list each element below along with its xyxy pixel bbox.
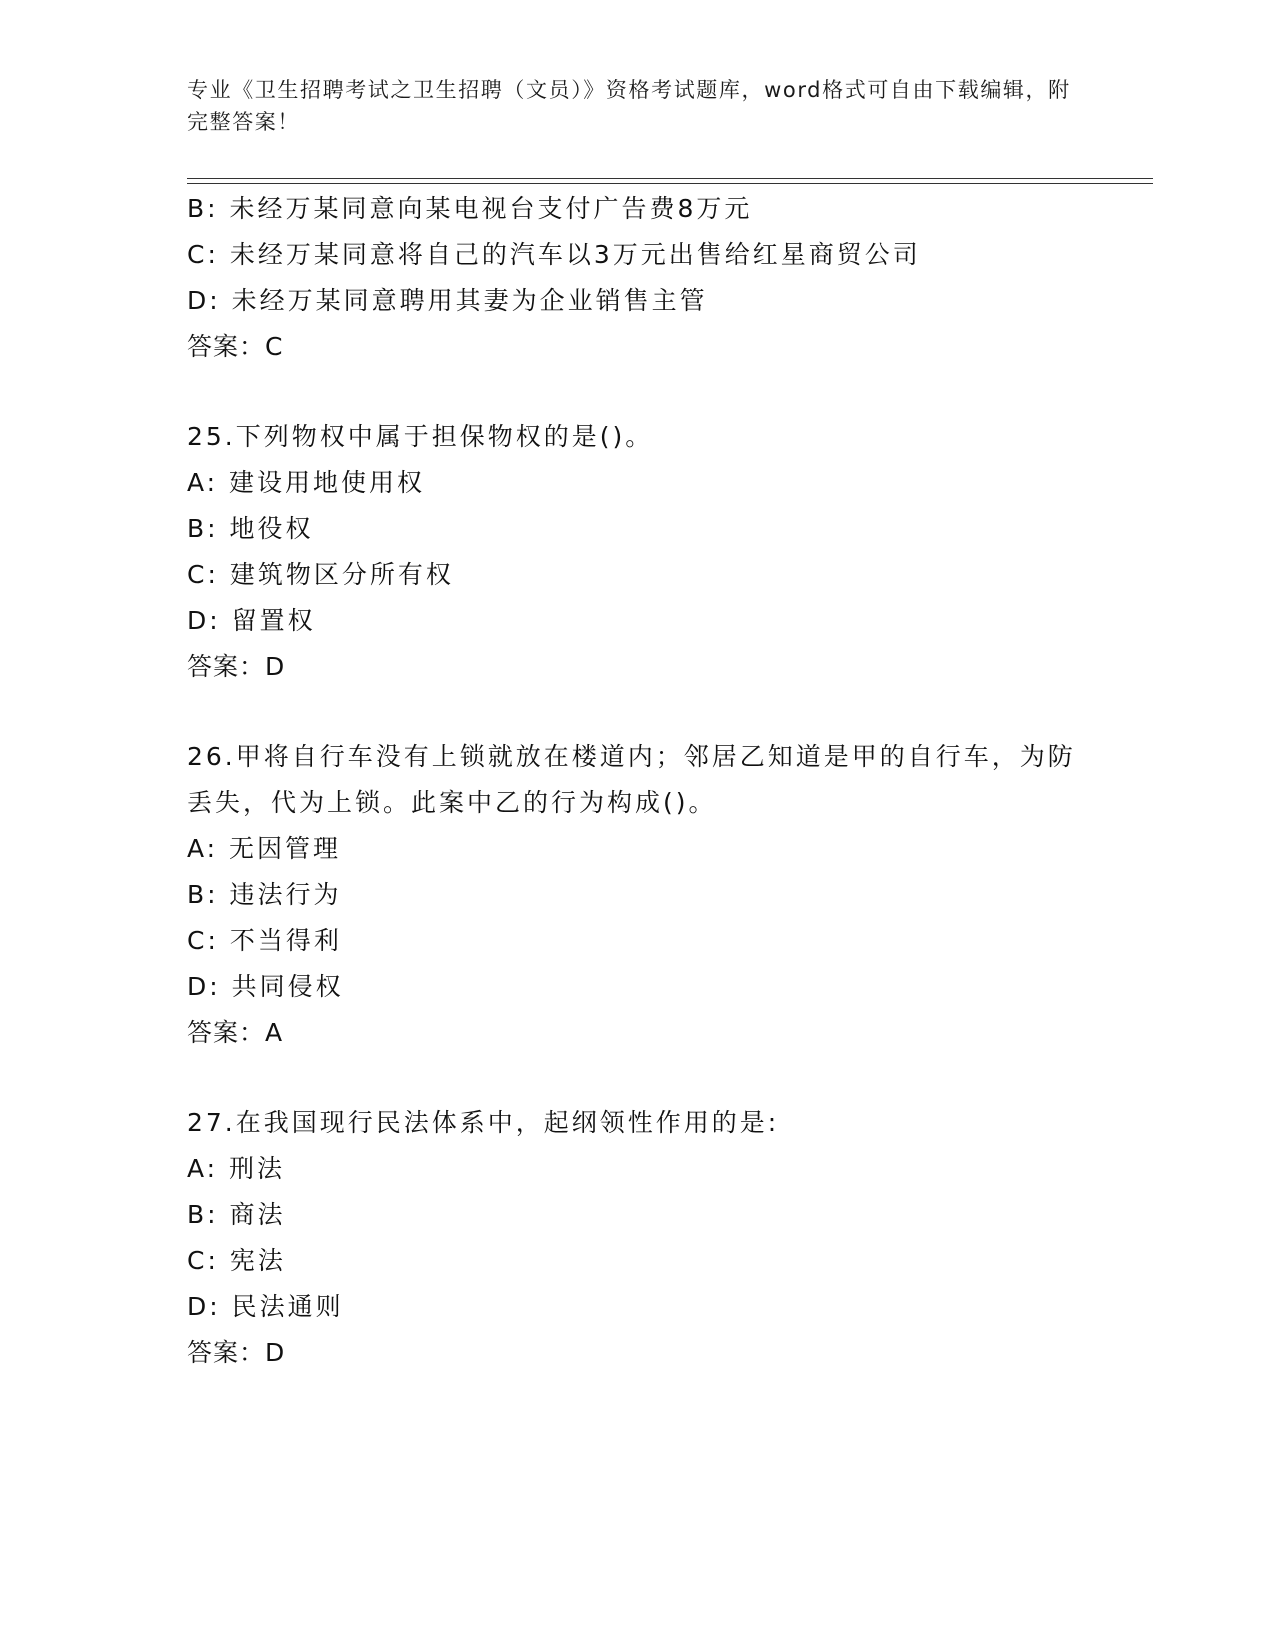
option-d: D: 民法通则 [187, 1292, 344, 1321]
option-c: C: 宪法 [187, 1246, 286, 1275]
answer: 答案：D [187, 652, 286, 681]
option-b: B: 地役权 [187, 514, 314, 543]
question-block-27 [187, 1100, 1147, 1376]
answer: 答案：D [187, 1338, 286, 1367]
spacer [187, 370, 1147, 414]
option-b: B: 未经万某同意向某电视台支付广告费8万元 [187, 194, 753, 223]
option-c: C: 不当得利 [187, 926, 342, 955]
spacer [187, 1056, 1147, 1100]
answer: 答案：C [187, 332, 284, 361]
answer: 答案：A [187, 1018, 284, 1047]
option-b: B: 商法 [187, 1200, 286, 1229]
option-d: D: 未经万某同意聘用其妻为企业销售主管 [187, 286, 708, 315]
option-a: A: 建设用地使用权 [187, 468, 426, 497]
option-d: D: 留置权 [187, 606, 316, 635]
question-stem: 27.在我国现行民法体系中，起纲领性作用的是: [187, 1108, 780, 1137]
spacer [187, 690, 1147, 734]
option-b: B: 违法行为 [187, 880, 342, 909]
option-c: C: 建筑物区分所有权 [187, 560, 454, 589]
document-header: 专业《卫生招聘考试之卫生招聘（文员）》资格考试题库，word格式可自由下载编辑，附完整答案！ [187, 78, 1071, 134]
question-block-26 [187, 734, 1147, 1056]
option-a: A: 刑法 [187, 1154, 286, 1183]
option-c: C: 未经万某同意将自己的汽车以3万元出售给红星商贸公司 [187, 240, 921, 269]
option-d: D: 共同侵权 [187, 972, 344, 1001]
question-block-25 [187, 414, 1147, 690]
question-block-24 [187, 186, 1147, 370]
question-stem: 26.甲将自行车没有上锁就放在楼道内；邻居乙知道是甲的自行车，为防丢失，代为上锁。此案中乙的行为构成()。 [187, 742, 1076, 817]
question-stem: 25.下列物权中属于担保物权的是()。 [187, 422, 654, 451]
question-list [187, 186, 1147, 1376]
header-divider-top [187, 178, 1153, 179]
option-a: A: 无因管理 [187, 834, 342, 863]
header-divider-bottom [187, 183, 1153, 184]
